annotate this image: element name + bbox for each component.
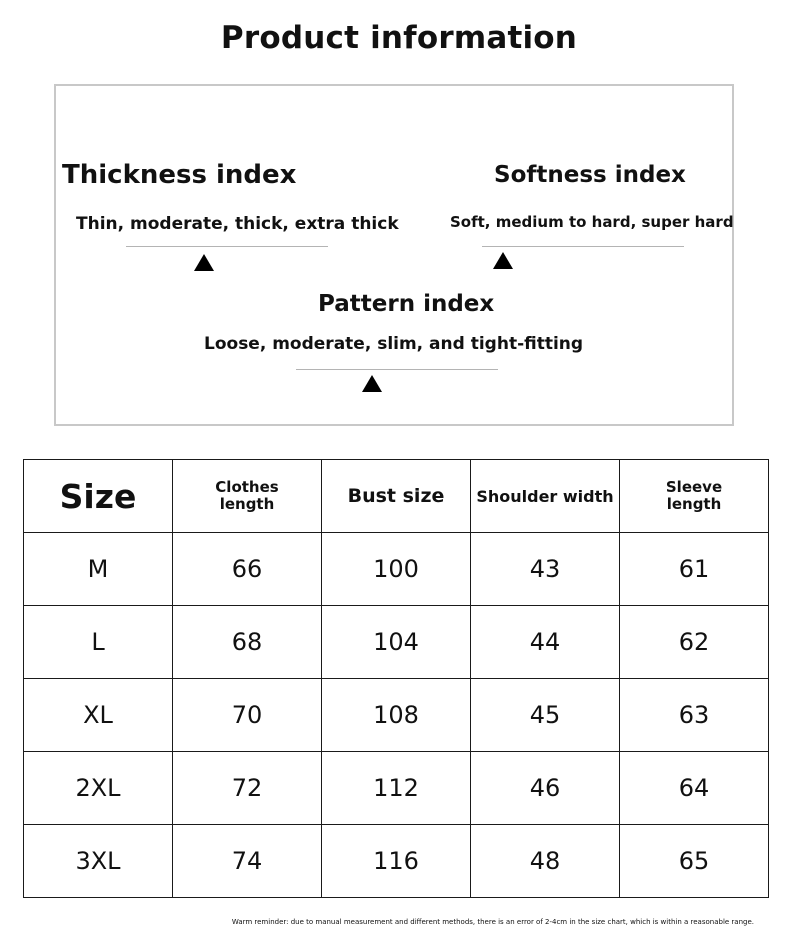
thickness-marker-icon [194, 254, 214, 271]
cell-size: 3XL [24, 825, 173, 898]
softness-scale-line [482, 246, 684, 247]
cell-clothes-length: 66 [173, 533, 322, 606]
softness-index-title: Softness index [494, 162, 686, 188]
softness-marker-icon [493, 252, 513, 269]
thickness-index-options: Thin, moderate, thick, extra thick [76, 214, 399, 234]
thickness-index-title: Thickness index [62, 160, 297, 190]
cell-bust-size: 100 [322, 533, 471, 606]
cell-size: XL [24, 679, 173, 752]
cell-clothes-length: 70 [173, 679, 322, 752]
pattern-index-title: Pattern index [318, 291, 495, 317]
size-table [23, 459, 769, 898]
cell-sleeve-length: 65 [620, 825, 769, 898]
cell-clothes-length: 72 [173, 752, 322, 825]
cell-clothes-length: 68 [173, 606, 322, 679]
cell-shoulder-width: 48 [471, 825, 620, 898]
cell-bust-size: 112 [322, 752, 471, 825]
header-bust-size: Bust size [322, 460, 471, 533]
product-info-box [54, 84, 734, 426]
warm-reminder-note: Warm reminder: due to manual measurement and different methods, there is an error of 2-4cm in the size chart, which is within a reasonable range. [231, 918, 754, 926]
thickness-scale-line [126, 246, 328, 247]
cell-shoulder-width: 46 [471, 752, 620, 825]
cell-bust-size: 108 [322, 679, 471, 752]
cell-size: M [24, 533, 173, 606]
table-row [24, 679, 769, 752]
cell-size: L [24, 606, 173, 679]
header-shoulder-width: Shoulder width [471, 460, 620, 533]
table-row [24, 825, 769, 898]
cell-clothes-length: 74 [173, 825, 322, 898]
cell-shoulder-width: 43 [471, 533, 620, 606]
header-sleeve-length: Sleeve length [620, 460, 769, 533]
table-row [24, 752, 769, 825]
header-clothes-length: Clothes length [173, 460, 322, 533]
page-title: Product information [220, 20, 578, 56]
cell-bust-size: 116 [322, 825, 471, 898]
cell-sleeve-length: 61 [620, 533, 769, 606]
pattern-scale-line [296, 369, 498, 370]
cell-bust-size: 104 [322, 606, 471, 679]
table-row [24, 606, 769, 679]
cell-shoulder-width: 44 [471, 606, 620, 679]
pattern-marker-icon [362, 375, 382, 392]
table-row [24, 533, 769, 606]
cell-sleeve-length: 63 [620, 679, 769, 752]
cell-sleeve-length: 64 [620, 752, 769, 825]
cell-size: 2XL [24, 752, 173, 825]
softness-index-options: Soft, medium to hard, super hard [450, 213, 734, 231]
pattern-index-options: Loose, moderate, slim, and tight-fitting [204, 334, 584, 354]
header-size: Size [24, 460, 173, 533]
cell-shoulder-width: 45 [471, 679, 620, 752]
cell-sleeve-length: 62 [620, 606, 769, 679]
table-header-row [24, 460, 769, 533]
